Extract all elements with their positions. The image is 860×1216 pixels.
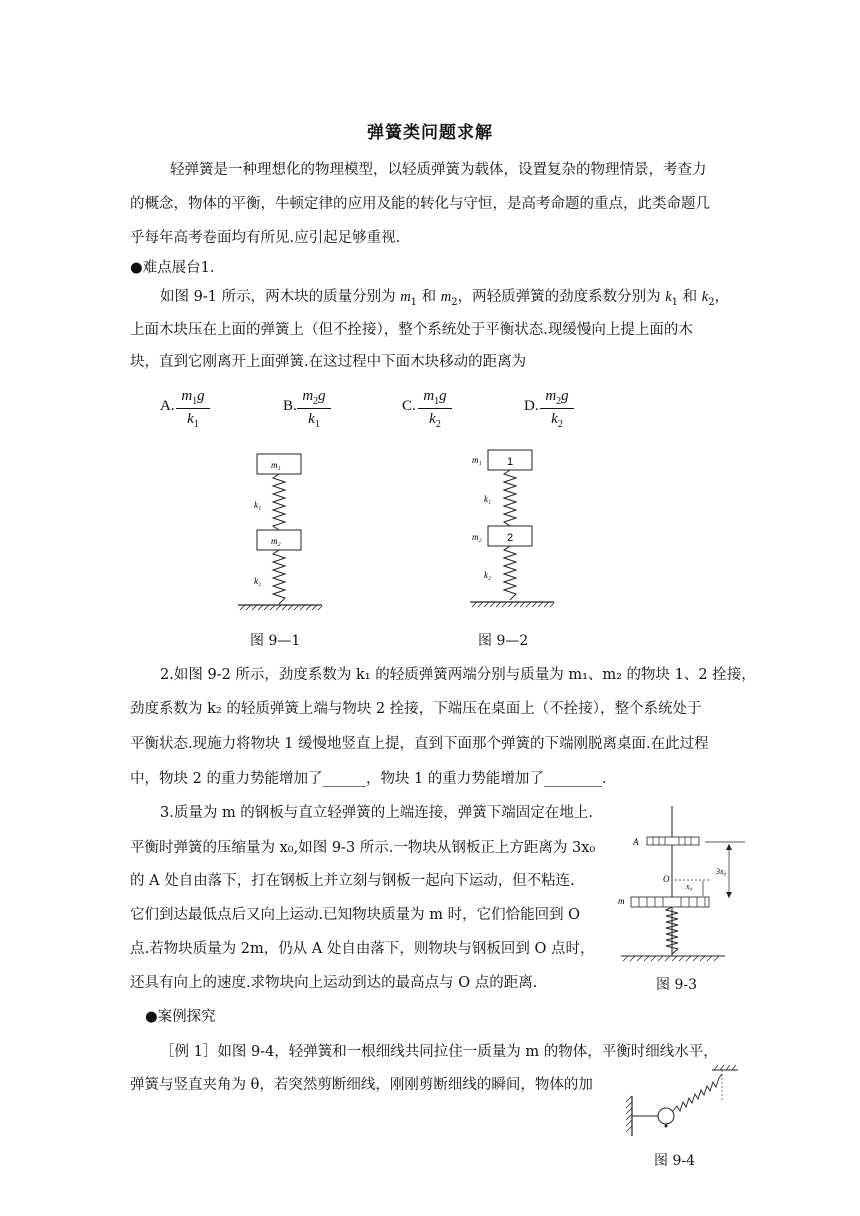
spring-k1 bbox=[273, 474, 285, 530]
q3-line-4: 它们到达最低点后又向上运动.已知物块质量为 m 时，它们恰能回到 O bbox=[130, 907, 581, 923]
ceiling-hatch bbox=[714, 1065, 736, 1070]
q3-line-1: 3.质量为 m 的钢板与直立轻弹簧的上端连接，弹簧下端固定在地上. bbox=[160, 805, 593, 821]
var-m: m bbox=[440, 289, 452, 305]
ground-hatch bbox=[240, 605, 322, 610]
option-label: B. bbox=[283, 398, 297, 414]
label-k1: k₁ bbox=[254, 500, 262, 510]
option-fraction: $\frac{m_1g}{k_1}$ bbox=[176, 388, 210, 430]
ground-hatch bbox=[623, 956, 719, 961]
q1-text: 和 bbox=[678, 289, 702, 305]
var-k: k bbox=[665, 289, 672, 305]
label-3x0: 3x₀ bbox=[716, 867, 727, 876]
label-m1: m₁ bbox=[271, 460, 281, 470]
block-1-number: 1 bbox=[507, 456, 514, 468]
var-k: k bbox=[701, 289, 709, 305]
intro-line-2: 的概念，物体的平衡，牛顿定律的应用及能的转化与守恒，是高考命题的重点，此类命题几 bbox=[130, 196, 710, 212]
mass-point bbox=[665, 1125, 668, 1128]
label-k2: k₂ bbox=[254, 576, 262, 586]
label-k1: k₁ bbox=[484, 494, 492, 504]
intro-line-3: 乎每年高考卷面均有所见.应引起足够重视. bbox=[130, 230, 401, 246]
intro-line-1: 轻弹簧是一种理想化的物理模型，以轻质弹簧为载体，设置复杂的物理情景，考查力 bbox=[170, 162, 707, 178]
q3-line-3: 的 A 处自由落下，打在钢板上并立刻与钢板一起向下运动，但不粘连. bbox=[130, 873, 575, 889]
section-heading-1: ●难点展台1. bbox=[130, 260, 215, 276]
spring-k2 bbox=[273, 550, 285, 604]
option-fraction: $\frac{m_2g}{k_1}$ bbox=[297, 388, 331, 430]
q2-line-3: 平衡状态.现施力将物块 1 缓慢地竖直上提，直到下面那个弹簧的下端刚脱离桌面.在此过程 bbox=[130, 736, 709, 752]
sub: 1 bbox=[671, 296, 679, 308]
figure-9-4 bbox=[622, 1062, 742, 1142]
sub: 2 bbox=[708, 296, 715, 308]
label-m1: m₁ bbox=[472, 455, 482, 465]
q2-line-1: 2.如图 9-2 所示，劲度系数为 k₁ 的轻质弹簧两端分别与质量为 m₁、m₂ 的物块 1、2 拴接， bbox=[160, 667, 756, 683]
example1-line-1: ［例 1］如图 9-4，轻弹簧和一根细线共同拉住一质量为 m 的物体，平衡时细线水平， bbox=[160, 1044, 718, 1060]
label-k2: k₂ bbox=[484, 570, 492, 580]
figure-9-3-caption: 图 9-3 bbox=[656, 977, 697, 993]
example1-line-2: 弹簧与竖直夹角为 θ，若突然剪断细线，刚刚剪断细线的瞬间，物体的加 bbox=[130, 1077, 593, 1093]
q3-line-5: 点.若物块质量为 2m，仍从 A 处自由落下，则物块与钢板回到 O 点时， bbox=[130, 941, 595, 957]
section-heading-2: ●案例探究 bbox=[145, 1009, 216, 1025]
label-a: A bbox=[633, 837, 639, 847]
q3-line-6: 还具有向上的速度.求物块向上运动到达的最高点与 O 点的距离. bbox=[130, 975, 538, 991]
spring-k1 bbox=[504, 470, 516, 526]
label-m2: m₂ bbox=[271, 536, 281, 546]
figure-9-3 bbox=[615, 806, 745, 966]
var-m: m bbox=[400, 289, 411, 305]
q1-line-3: 块，直到它刚离开上面弹簧.在这过程中下面木块移动的距离为 bbox=[130, 354, 527, 370]
option-label: D. bbox=[524, 398, 539, 414]
label-m2: m₂ bbox=[472, 532, 482, 542]
mass-ball bbox=[658, 1108, 674, 1124]
q1-line-2: 上面木块压在上面的弹簧上（但不拴接），整个系统处于平衡状态.现缓慢向上提上面的木 bbox=[130, 322, 693, 338]
q3-line-2: 平衡时弹簧的压缩量为 x₀,如图 9-3 所示.一物块从钢板正上方距离为 3x₀ bbox=[130, 840, 596, 856]
page-title: 弹簧类问题求解 bbox=[367, 123, 493, 143]
q2-line-2: 劲度系数为 k₂ 的轻质弹簧上端与物块 2 拴接，下端压在桌面上（不拴接），整个系统处于 bbox=[130, 701, 702, 717]
sub: 1 bbox=[410, 296, 418, 308]
figure-9-2-caption: 图 9—2 bbox=[478, 633, 529, 649]
figure-9-2 bbox=[462, 446, 562, 616]
label-m: m bbox=[618, 896, 625, 906]
label-x0: x₀ bbox=[686, 882, 693, 891]
sub: 2 bbox=[451, 296, 458, 308]
option-fraction: $\frac{m_1g}{k_2}$ bbox=[418, 388, 452, 430]
q2-line-4: 中，物块 2 的重力势能增加了______，物块 1 的重力势能增加了________. bbox=[130, 771, 607, 787]
option-label: C. bbox=[402, 398, 416, 414]
q1-line-1 bbox=[160, 285, 729, 308]
q1-text: ，两轻质弹簧的劲度系数分别为 bbox=[457, 289, 666, 305]
spring bbox=[673, 1074, 722, 1111]
figure-9-4-caption: 图 9-4 bbox=[654, 1153, 695, 1169]
spring-k2 bbox=[504, 546, 516, 600]
label-o: O bbox=[663, 874, 670, 884]
block-2-number: 2 bbox=[507, 532, 514, 544]
figure-9-1 bbox=[230, 450, 340, 620]
wall-hatch bbox=[626, 1096, 632, 1132]
q1-text: ， bbox=[714, 289, 730, 305]
q1-text: 如图 9-1 所示，两木块的质量分别为 bbox=[160, 289, 401, 305]
q1-text: 和 bbox=[417, 289, 441, 305]
option-label: A. bbox=[160, 398, 175, 414]
option-fraction: $\frac{m_2g}{k_2}$ bbox=[540, 388, 574, 430]
figure-9-1-caption: 图 9—1 bbox=[250, 633, 301, 649]
ground-hatch bbox=[472, 602, 554, 607]
